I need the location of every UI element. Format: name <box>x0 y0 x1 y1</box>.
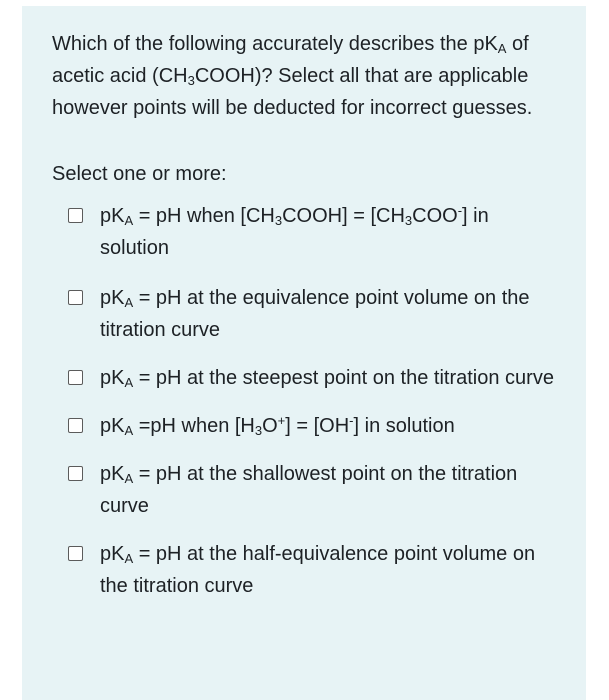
option-label: $pK_A$ = pH at the steepest point on the titration curve <box>100 367 554 390</box>
select-prompt: Select one or more: <box>52 163 227 185</box>
option-label: $pK_A$ = pH when $[CH_3COOH] = [CH_3COO^-]$ in solution <box>100 203 489 259</box>
subscript: 3 <box>187 73 195 88</box>
question-part: Which of the following accurately describes the pK <box>52 33 498 55</box>
subscript: A <box>497 41 507 56</box>
option-6[interactable] <box>52 538 556 602</box>
checkbox[interactable] <box>68 546 83 561</box>
question-panel <box>22 6 586 700</box>
option-label: $pK_A =pH$ when $[H_3O^+] = [OH^-]$ in solution <box>100 413 455 438</box>
question-part: COOH)? Select all that are applicable however points will be deducted for incorrect guesses. <box>52 65 533 119</box>
option-3[interactable] <box>52 362 556 394</box>
checkbox[interactable] <box>68 370 83 385</box>
option-label: $pK_A$ = pH at the half-equivalence point volume on the titration curve <box>100 543 536 597</box>
option-4[interactable] <box>52 410 556 442</box>
option-1[interactable] <box>52 200 556 264</box>
answer-options <box>52 200 556 602</box>
option-5[interactable] <box>52 458 556 522</box>
option-label: $pK_A$ = pH at the equivalence point volume on the titration curve <box>100 287 530 341</box>
checkbox[interactable] <box>68 418 83 433</box>
option-2[interactable] <box>52 282 556 346</box>
option-label: $pK_A$ = pH at the shallowest point on the titration curve <box>100 463 518 517</box>
checkbox[interactable] <box>68 466 83 481</box>
checkbox[interactable] <box>68 290 83 305</box>
checkbox[interactable] <box>68 208 83 223</box>
question-text <box>52 28 556 124</box>
question-part: of acetic acid (CH <box>52 33 529 87</box>
